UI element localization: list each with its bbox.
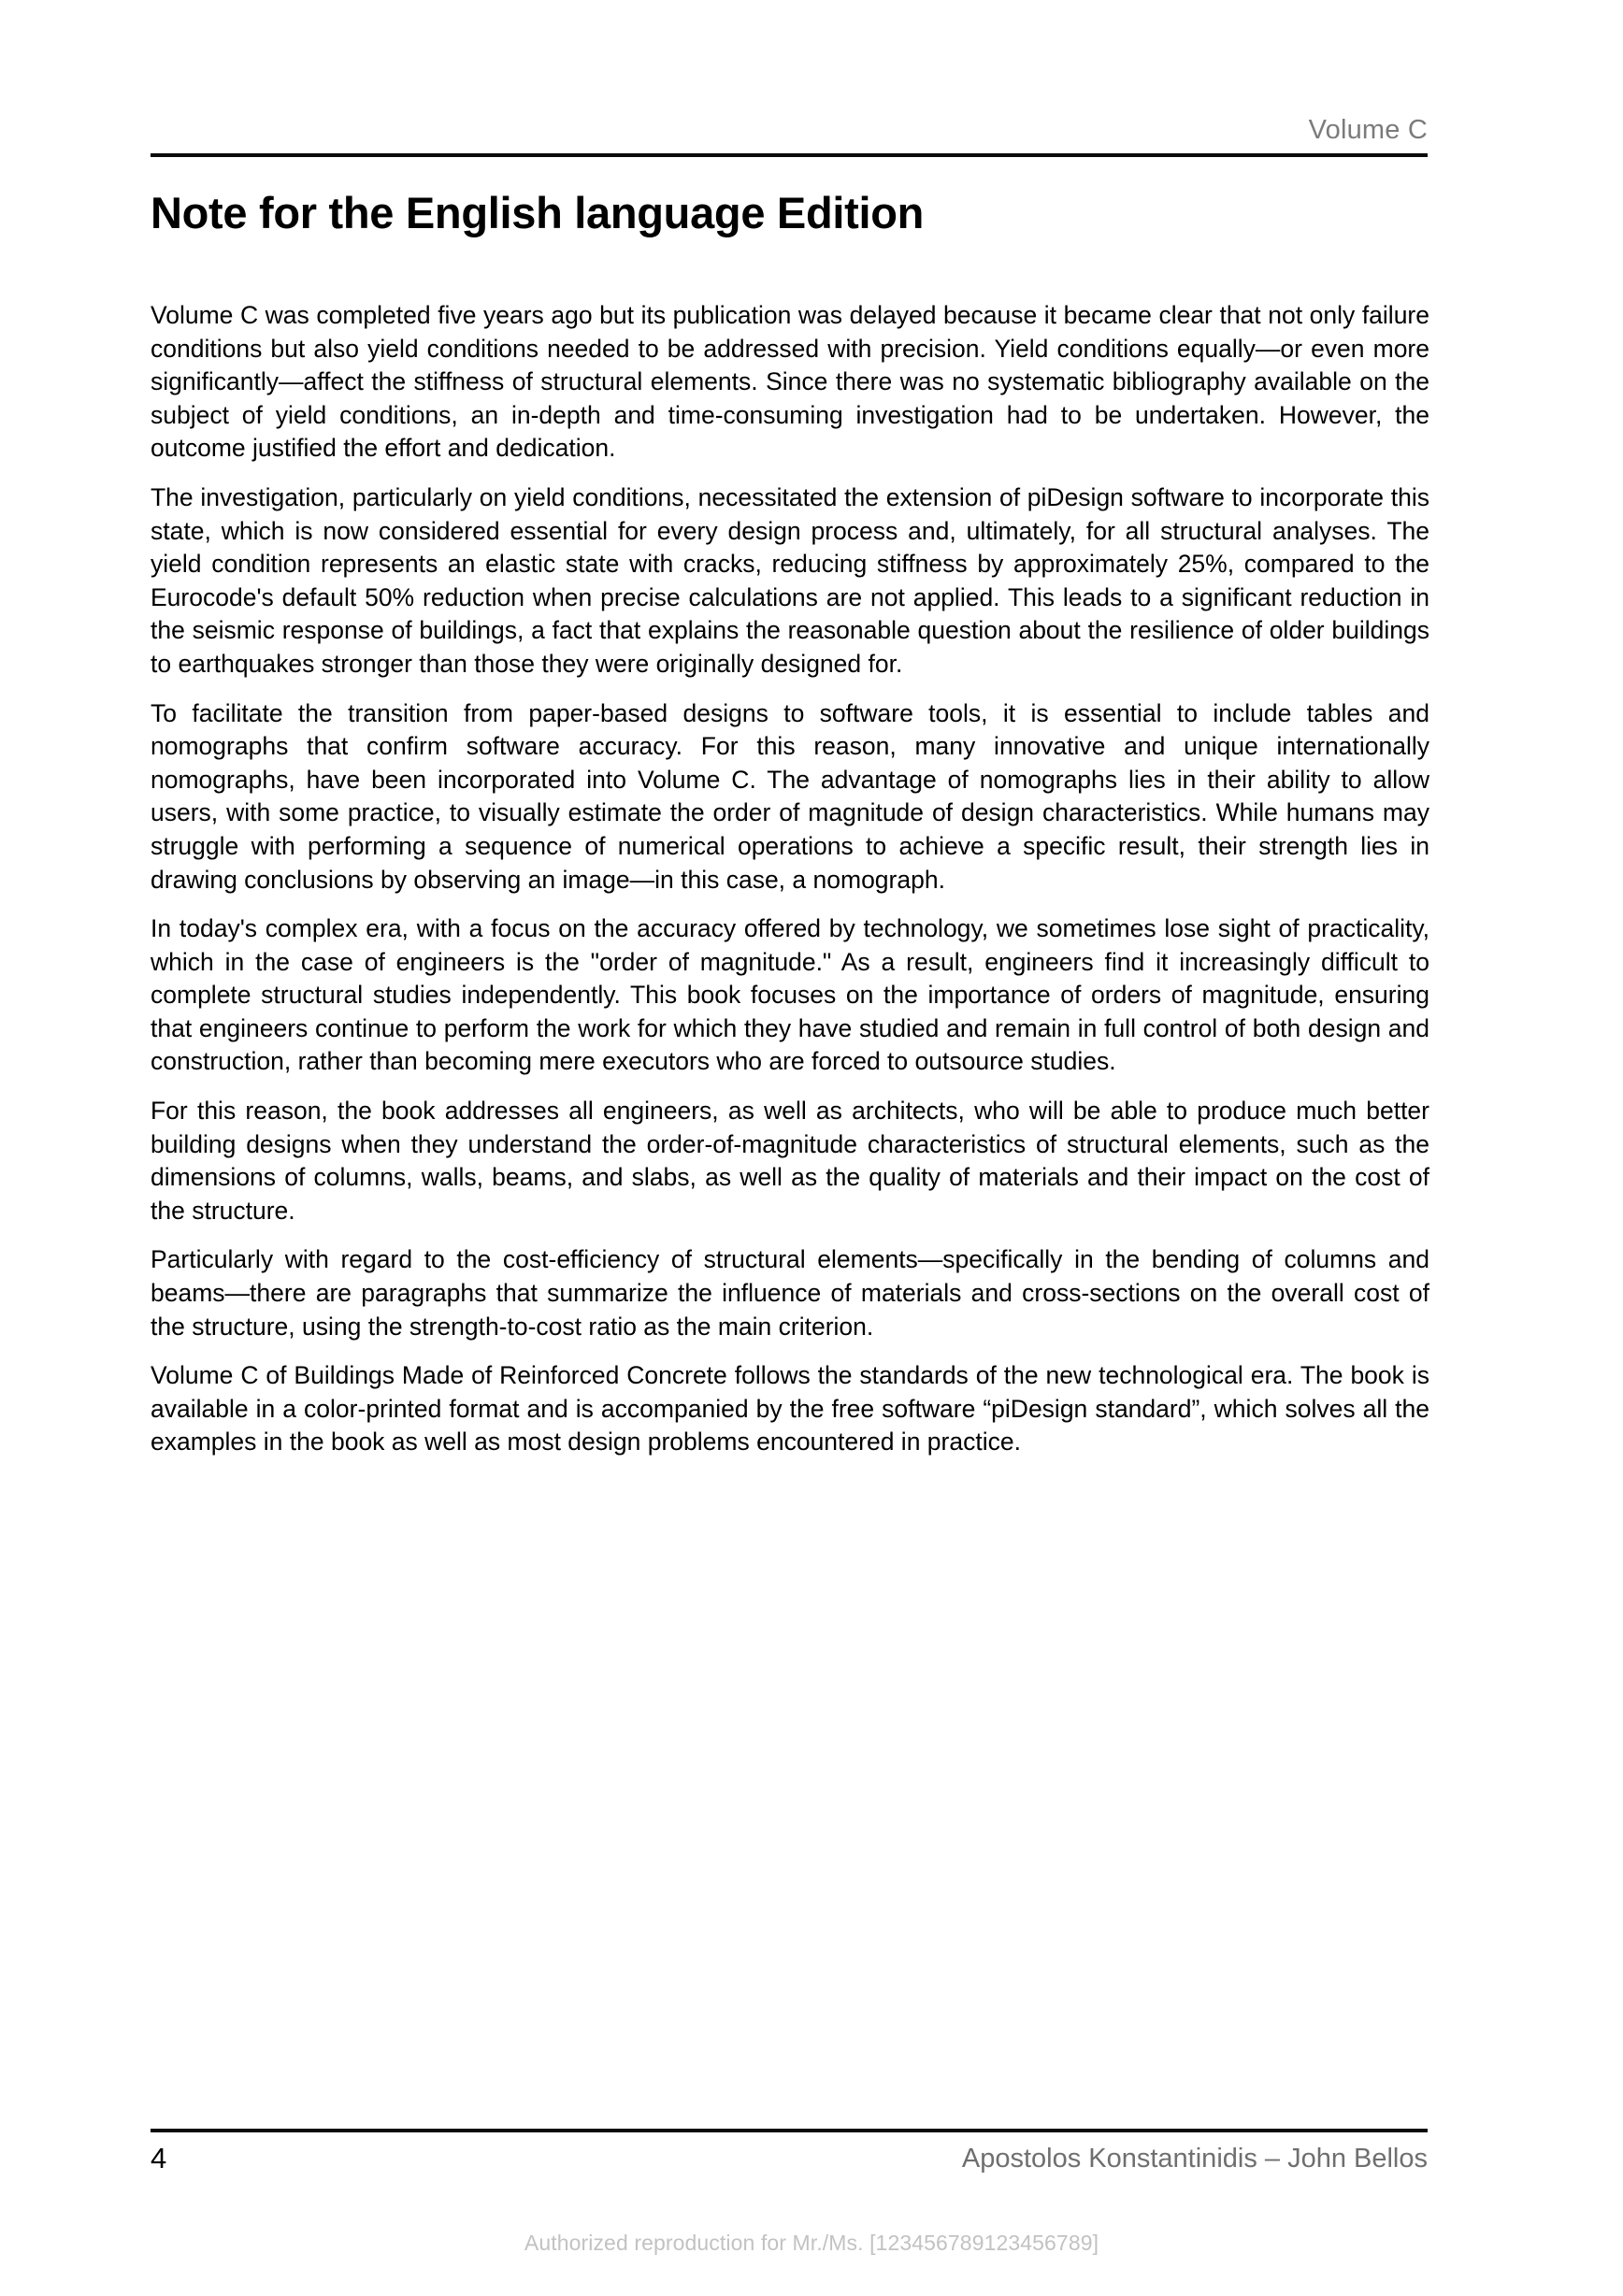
paragraph: Volume C of Buildings Made of Reinforced Concrete follows the standards of the new technological era. The book is available in a color-printed format and is accompanied by the free software “piDesign standard”, which solves all the examples in the book as well as most design problems encountered in practice.	[151, 1361, 1429, 1457]
page-title: Note for the English language Edition	[151, 188, 925, 237]
header-volume-label: Volume C	[1308, 115, 1428, 145]
body-text	[151, 299, 1429, 1459]
page-footer	[151, 2129, 1428, 2187]
paragraph: For this reason, the book addresses all engineers, as well as architects, who will be able to produce much better building designs when they understand the order-of-magnitude characteristics of structural elements, such as the dimensions of columns, walls, beams, and slabs, as well as the quality of materials and their impact on the cost of the structure.	[151, 1097, 1429, 1225]
page-number: 4	[151, 2142, 167, 2174]
paragraph: Volume C was completed five years ago but its publication was delayed because it became clear that not only failure conditions but also yield conditions needed to be addressed with precision. Yield conditions equally—or even more significantly—affect the stiffness of structural elements. Since there was no systematic bibliography available on the subject of yield conditions, an in-depth and time-consuming investigation had to be undertaken. However, the outcome justified the effort and dedication.	[151, 301, 1429, 463]
paragraph: To facilitate the transition from paper-based designs to software tools, it is essential to include tables and nomographs that confirm software accuracy. For this reason, many innovative and unique internationally nomographs, have been incorporated into Volume C. The advantage of nomographs lies in their ability to allow users, with some practice, to visually estimate the order of magnitude of design characteristics. While humans may struggle with performing a sequence of numerical operations to achieve a specific result, their strength lies in drawing conclusions by observing an image—in this case, a nomograph.	[151, 698, 1429, 894]
paragraph: In today's complex era, with a focus on the accuracy offered by technology, we sometimes lose sight of practicality, which in the case of engineers is the "order of magnitude." As a result, engineers find it increasingly difficult to complete structural studies independently. This book focuses on the importance of orders of magnitude, ensuring that engineers continue to perform the work for which they have studied and remain in full control of both design and construction, rather than becoming mere executors who are forced to outsource studies.	[151, 914, 1429, 1076]
page-content	[151, 187, 1429, 1459]
footer-authors: Apostolos Konstantinidis – John Bellos	[961, 2144, 1428, 2174]
authorization-watermark: Authorized reproduction for Mr./Ms. [123456789123456789]	[524, 2231, 1099, 2255]
paragraph: The investigation, particularly on yield conditions, necessitated the extension of piDesign software to incorporate this state, which is now considered essential for every design process and, ultimately, for all structural analyses. The yield condition represents an elastic state with cracks, reducing stiffness by approximately 25%, compared to the Eurocode's default 50% reduction when precise calculations are not applied. This leads to a significant reduction in the seismic response of buildings, a fact that explains the reasonable question about the resilience of older buildings to earthquakes stronger than those they were originally designed for.	[151, 482, 1429, 678]
footer-row	[151, 2132, 1428, 2187]
paragraph: Particularly with regard to the cost-efficiency of structural elements—specifically in the bending of columns and beams—there are paragraphs that summarize the influence of materials and cross-sections on the overall cost of the structure, using the strength-to-cost ratio as the main criterion.	[151, 1245, 1429, 1341]
page-header	[151, 105, 1428, 157]
